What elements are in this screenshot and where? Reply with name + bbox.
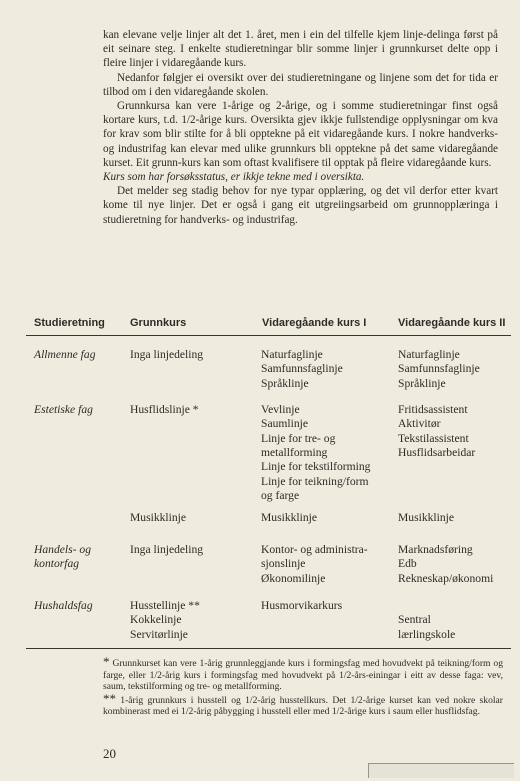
cell-vk1: sjonslinje — [261, 557, 306, 571]
cell-vk1: Linje for tre- og — [261, 431, 336, 445]
page-corner-fold — [368, 763, 514, 778]
cell-grunnkurs: Husflidslinje * — [130, 403, 199, 416]
footnote-1-text: Grunnkurset kan vere 1-årig grunnleggjande kurs i formingsfag med hovudvekt på teikning/form og farge, eller 1/2-årig kurs i formingsfag med hovudvekt på 1/2-års-einingar i eitt av desse faga: vev, saum, tekstilforming og tre- og metallforming. — [103, 658, 503, 693]
cell-vk2: Tekstilassistent — [398, 431, 469, 445]
cell-vk1: metallforming — [261, 445, 328, 459]
cell-vk2: Musikklinje — [398, 511, 455, 524]
intro-text — [103, 28, 498, 227]
cell-vk2: Aktivitør — [398, 417, 441, 431]
cell-vk1: Naturfaglinje — [261, 348, 323, 361]
cell-vk1: Samfunnsfaglinje — [261, 362, 343, 376]
cell-vk1: Språklinje — [261, 376, 309, 390]
cell-grunnkurs: Husstellinje ** — [130, 599, 200, 612]
footnote-1-mark: * — [103, 654, 110, 669]
intro-note-italic: Kurs som har forsøksstatus, er ikkje tekne med i oversikta. — [103, 171, 365, 184]
cell-studieretning: Estetiske fag — [34, 403, 93, 416]
intro-paragraph-4: Det melder seg stadig behov for nye typar opplæring, og det vil derfor etter kvart kome til nye linjer. Det er også i gang eit utgreiingsarbeid om grunnopplæringa i studieretning for handverks- og industrifag. — [103, 185, 498, 226]
cell-grunnkurs: Servitørlinje — [130, 627, 188, 641]
cell-vk2: Naturfaglinje — [398, 348, 460, 361]
cell-grunnkurs: Kokkelinje — [130, 613, 182, 627]
footnote-2 — [103, 690, 503, 718]
cell-vk2: Marknadsføring — [398, 543, 473, 556]
intro-paragraph-2: Nedanfor følgjer ei oversikt over dei studieretningane og linjene som det for tida er tilbod om i den vidaregåande skolen. — [103, 71, 498, 98]
table-header — [0, 316, 520, 334]
header-grunnkurs: Grunnkurs — [130, 317, 187, 329]
cell-vk1: Saumlinje — [261, 417, 309, 431]
cell-vk1: Vevlinje — [261, 403, 300, 416]
cell-vk1: Musikklinje — [261, 511, 318, 524]
intro-paragraph-1: kan elevane velje linjer alt det 1. året, men i ein del tilfelle kjem linje-delinga først på eit seinare steg. I enkelte studieretningar blir somme linjer i grunnkurset delte opp i fleire linjer i vidaregåande kurs. — [103, 29, 498, 70]
footnotes — [103, 656, 503, 718]
cell-studieretning: kontorfag — [34, 557, 80, 571]
header-vk1: Vidaregåande kurs I — [262, 317, 367, 329]
cell-vk2: Språklinje — [398, 376, 446, 390]
cell-vk1: Husmorvikarkurs — [261, 599, 343, 612]
cell-vk2: Samfunnsfaglinje — [398, 362, 480, 376]
cell-vk2: lærlingskole — [398, 627, 456, 641]
cell-vk1: Linje for tekstilforming — [261, 460, 371, 474]
cell-vk2: Edb — [398, 557, 417, 571]
table-header-rule — [26, 335, 511, 336]
cell-studieretning: Handels- og — [34, 543, 91, 556]
table-bottom-rule — [26, 648, 511, 649]
cell-grunnkurs: Musikklinje — [130, 511, 187, 524]
footnote-2-mark: ** — [103, 690, 116, 706]
footnote-1 — [103, 656, 503, 693]
cell-vk2: Husflidsarbeidar — [398, 445, 476, 459]
cell-vk1: Linje for teikning/form — [261, 474, 369, 488]
cell-vk2: Fritidsassistent — [398, 403, 468, 416]
cell-vk1: Kontor- og administra- — [261, 543, 368, 556]
cell-vk1: og farge — [261, 488, 300, 502]
cell-vk2: Sentral — [398, 613, 431, 627]
footnote-2-text: 1-årig grunnkurs i husstell og 1/2-årig husstellkurs. Det 1/2-årige kurset kan ved nokre skolar kombinerast med ei 1/2-årig påbygging i husstell eller med 1/2-årige kurs i saum eller husflidsfag. — [103, 694, 503, 718]
cell-studieretning: Hushaldsfag — [34, 599, 93, 612]
cell-grunnkurs: Inga linjedeling — [130, 348, 204, 361]
cell-vk1: Økonomilinje — [261, 571, 326, 585]
cell-grunnkurs: Inga linjedeling — [130, 543, 204, 556]
cell-studieretning: Allmenne fag — [34, 348, 96, 361]
cell-vk2: Rekneskap/økonomi — [398, 571, 494, 585]
header-vk2: Vidaregåande kurs II — [398, 317, 506, 329]
intro-paragraph-3: Grunnkursa kan vere 1-årige og 2-årige, og i somme studieretningar finst også kortare kurs, t.d. 1/2-årige kurs. Oversikta gjev ikkje fullstendige opplysningar om kva for krav som blir stilte for å bli opptekne på eit vidaregåande kurs. I nokre handverks- og industrifag kan elevar med ulike grunnkurs bli opptekne på det same vidaregåande kurset. Eit grunn-kurs kan som oftast kvalifisere til opptak på fleire vidaregåande kurs. — [103, 100, 498, 169]
header-studieretning: Studieretning — [34, 317, 105, 329]
page-number: 20 — [103, 746, 116, 761]
